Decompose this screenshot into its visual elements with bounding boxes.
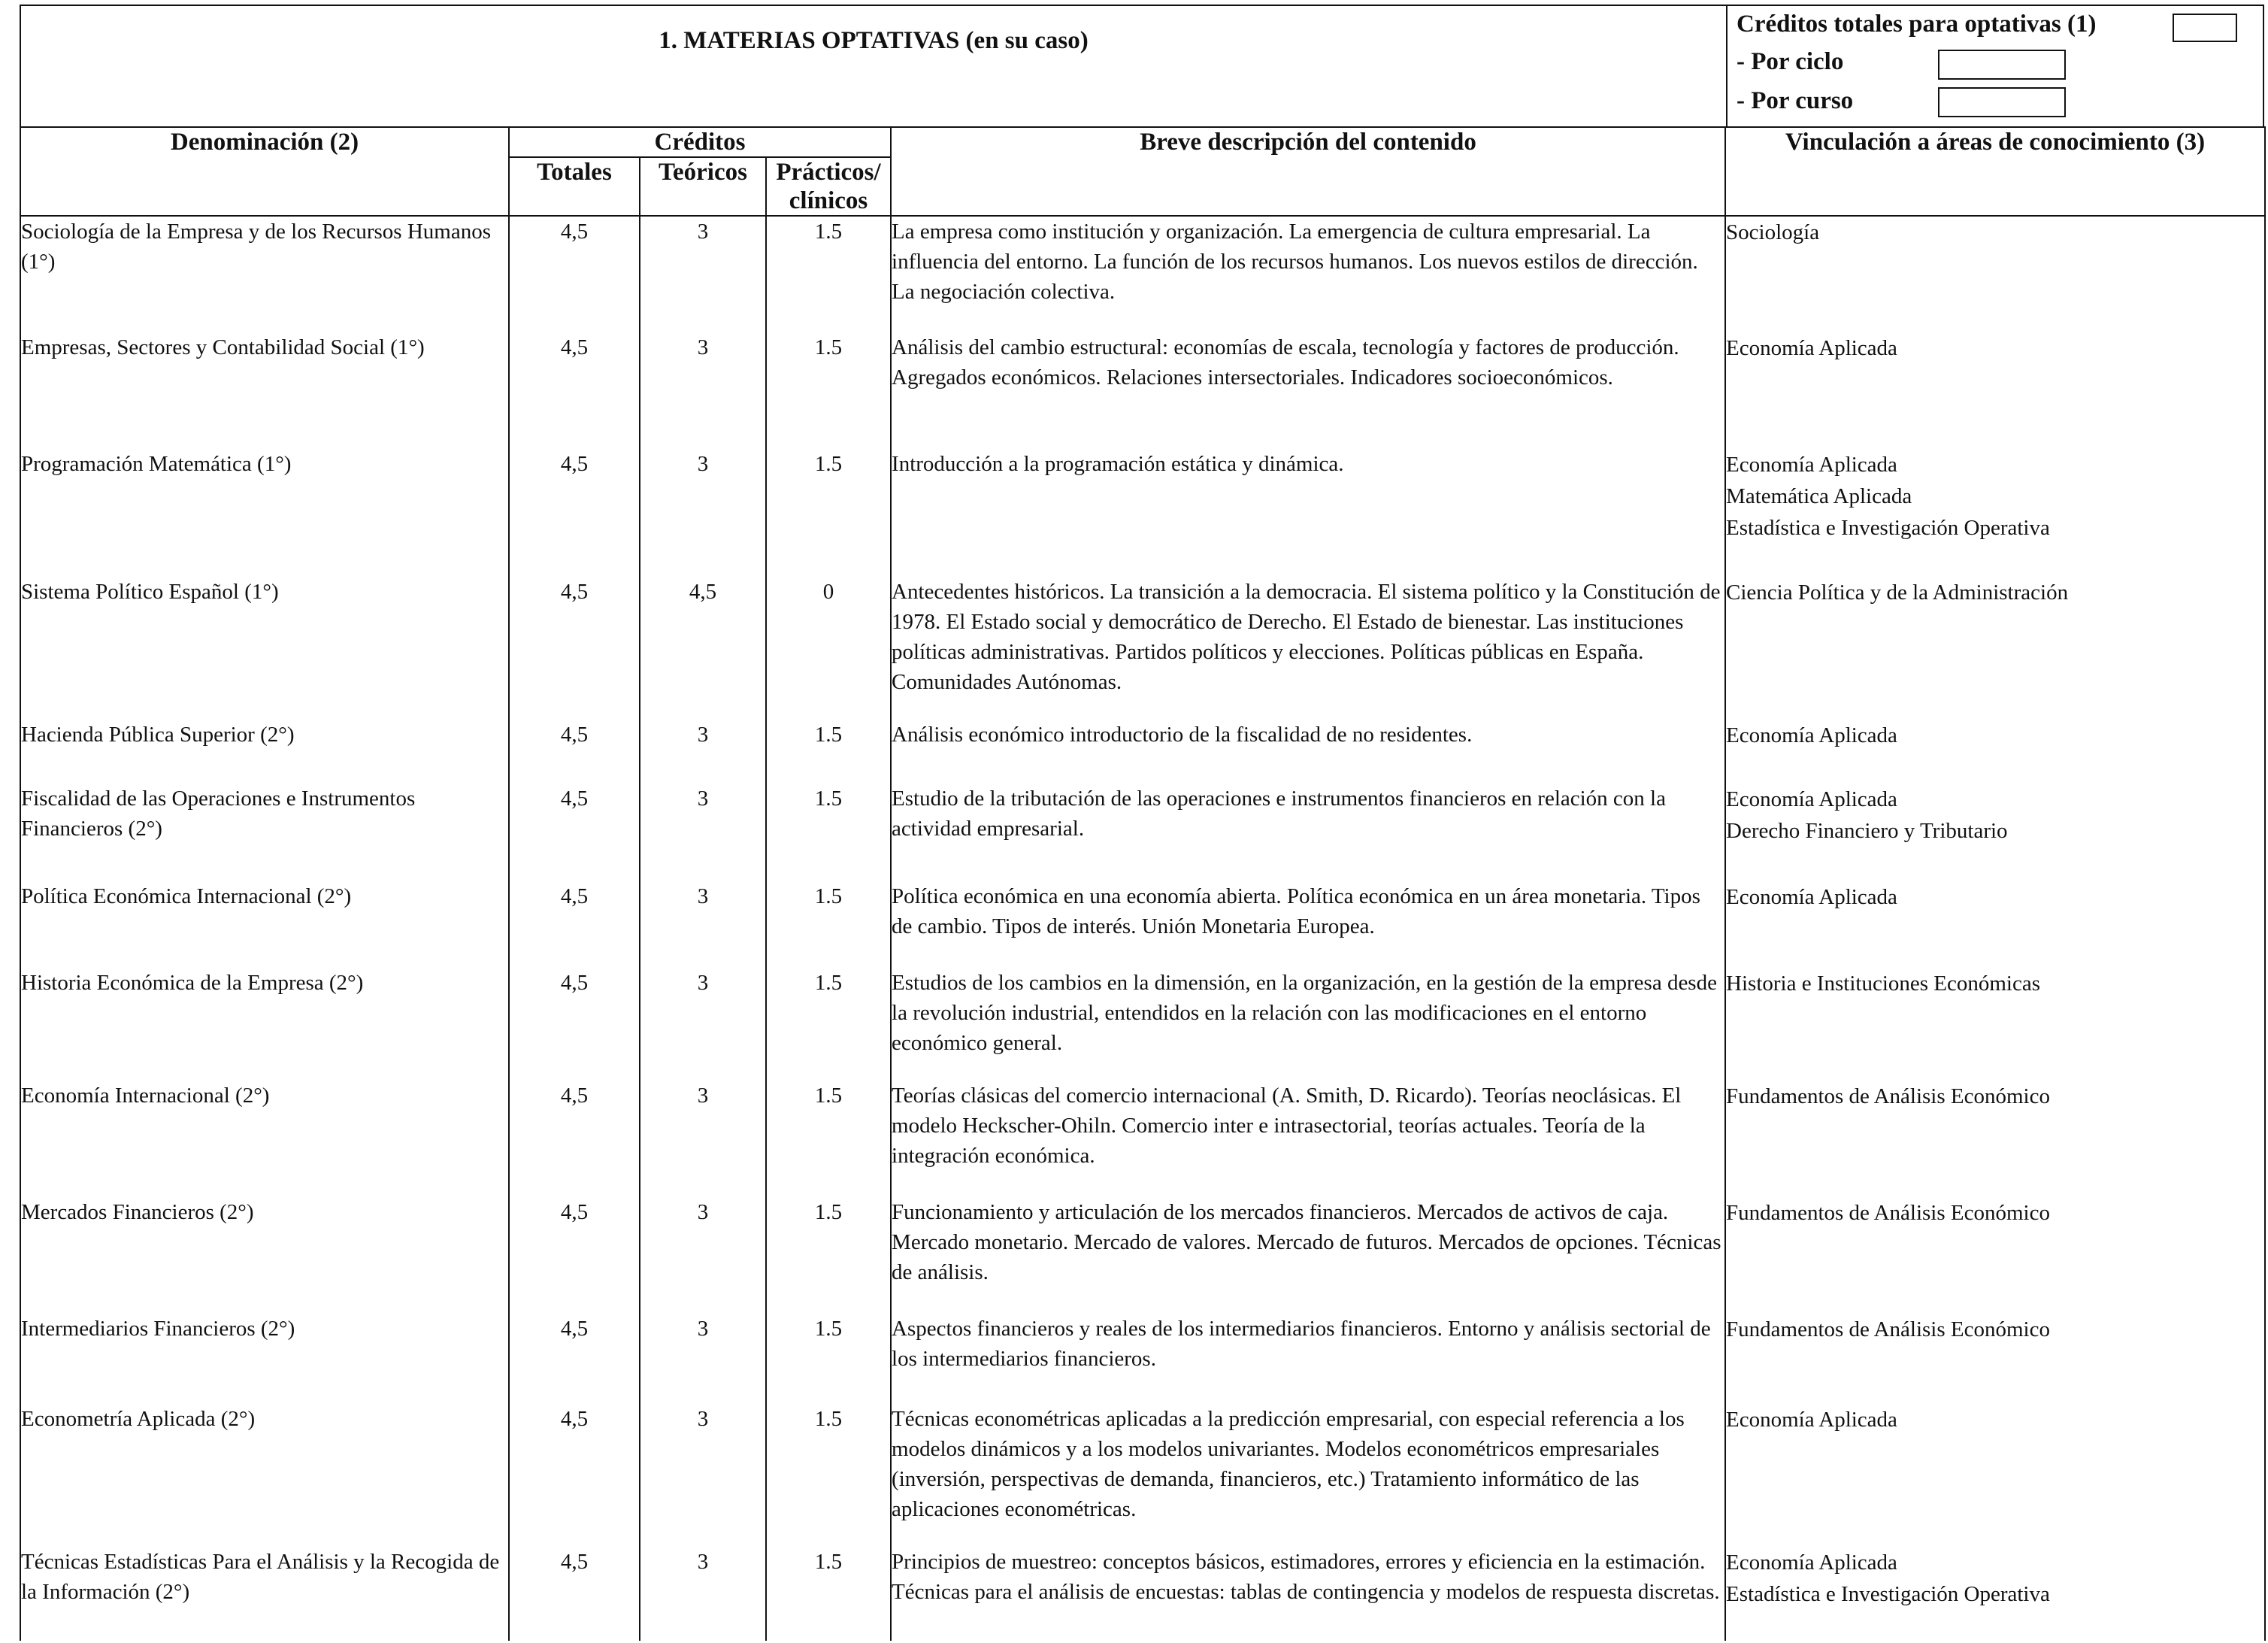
- credits-total: 4,5: [509, 449, 640, 577]
- subject-name: Economía Internacional (2°): [20, 1081, 509, 1197]
- credits-total-box: [2173, 14, 2237, 42]
- credits-theoretical: 3: [640, 1314, 766, 1404]
- credits-practical: 1.5: [766, 1197, 891, 1314]
- credits-total: 4,5: [509, 1081, 640, 1197]
- credits-total: 4,5: [509, 1197, 640, 1314]
- credits-practical: 1.5: [766, 1081, 891, 1197]
- col-practicos: Prácticos/ clínicos: [766, 157, 891, 216]
- subject-name: Sistema Político Español (1°): [20, 577, 509, 720]
- credits-theoretical: 3: [640, 449, 766, 577]
- credits-practical: 1.5: [766, 720, 891, 784]
- knowledge-areas: [1725, 1314, 2265, 1404]
- knowledge-areas: [1725, 1547, 2265, 1641]
- credits-total: 4,5: [509, 720, 640, 784]
- credits-total-label: Créditos totales para optativas (1): [1737, 11, 2097, 38]
- col-teoricos: Teóricos: [640, 157, 766, 216]
- knowledge-area: Fundamentos de Análisis Económico: [1726, 1201, 2050, 1225]
- knowledge-areas: [1725, 449, 2265, 577]
- credits-total: 4,5: [509, 332, 640, 449]
- credits-total: 4,5: [509, 1404, 640, 1547]
- knowledge-areas: [1725, 968, 2265, 1081]
- credits-total: 4,5: [509, 784, 640, 881]
- knowledge-area: Estadística e Investigación Operativa: [1726, 1582, 2050, 1606]
- credits-theoretical: 4,5: [640, 577, 766, 720]
- knowledge-areas: [1725, 1197, 2265, 1314]
- knowledge-areas: [1725, 216, 2265, 332]
- subject-description: Principios de muestreo: conceptos básicos, estimadores, errores y eficiencia en la estimación. Técnicas para el análisis de encuestas: tablas de contingencia y modelos de respuesta discretas.: [891, 1547, 1725, 1641]
- subject-name: Hacienda Pública Superior (2°): [20, 720, 509, 784]
- knowledge-area: Economía Aplicada: [1726, 336, 1897, 360]
- knowledge-area: Economía Aplicada: [1726, 787, 1897, 811]
- table-row: [20, 720, 2265, 784]
- table-row: [20, 332, 2265, 449]
- knowledge-area: Historia e Instituciones Económicas: [1726, 972, 2041, 996]
- subject-description: Aspectos financieros y reales de los intermediarios financieros. Entorno y análisis sectorial de los intermediarios financieros.: [891, 1314, 1725, 1404]
- subject-description: Teorías clásicas del comercio internacional (A. Smith, D. Ricardo). Teorías neoclásicas. El modelo Heckscher-Ohiln. Comercio inter e intrasectorial, teorías actuales. Teoría de la integración económica.: [891, 1081, 1725, 1197]
- table-row: [20, 216, 2265, 332]
- credits-theoretical: 3: [640, 720, 766, 784]
- section-header: [20, 5, 2264, 126]
- col-totales: Totales: [509, 157, 640, 216]
- table-row: [20, 968, 2265, 1081]
- credits-theoretical: 3: [640, 1547, 766, 1641]
- credits-practical: 1.5: [766, 881, 891, 968]
- knowledge-area: Derecho Financiero y Tributario: [1726, 819, 2008, 843]
- credits-practical: 1.5: [766, 1314, 891, 1404]
- knowledge-areas: [1725, 332, 2265, 449]
- col-creditos: Créditos: [509, 127, 891, 157]
- table-row: [20, 784, 2265, 881]
- knowledge-area: Fundamentos de Análisis Económico: [1726, 1084, 2050, 1108]
- credits-theoretical: 3: [640, 216, 766, 332]
- credits-theoretical: 3: [640, 332, 766, 449]
- credits-total: 4,5: [509, 216, 640, 332]
- table-row: [20, 1404, 2265, 1547]
- subject-name: Econometría Aplicada (2°): [20, 1404, 509, 1547]
- col-denominacion: Denominación (2): [20, 127, 509, 216]
- credits-total: 4,5: [509, 577, 640, 720]
- subject-name: Mercados Financieros (2°): [20, 1197, 509, 1314]
- col-vinculacion: Vinculación a áreas de conocimiento (3): [1725, 127, 2265, 216]
- subject-name: Empresas, Sectores y Contabilidad Social (1°): [20, 332, 509, 449]
- table-row: [20, 577, 2265, 720]
- knowledge-areas: [1725, 577, 2265, 720]
- subject-description: Estudio de la tributación de las operaciones e instrumentos financieros en relación con la actividad empresarial.: [891, 784, 1725, 881]
- credits-theoretical: 3: [640, 1197, 766, 1314]
- subject-name: Técnicas Estadísticas Para el Análisis y la Recogida de la Información (2°): [20, 1547, 509, 1641]
- knowledge-area: Economía Aplicada: [1726, 1551, 1897, 1575]
- knowledge-area: Economía Aplicada: [1726, 723, 1897, 747]
- knowledge-areas: [1725, 1404, 2265, 1547]
- credits-practical: 1.5: [766, 216, 891, 332]
- section-title: 1. MATERIAS OPTATIVAS (en su caso): [659, 27, 1089, 54]
- subject-description: Política económica en una economía abierta. Política económica en un área monetaria. Tipos de cambio. Tipos de interés. Unión Monetaria Europea.: [891, 881, 1725, 968]
- subject-name: Programación Matemática (1°): [20, 449, 509, 577]
- per-course-label: - Por curso: [1737, 87, 1854, 114]
- credits-total: 4,5: [509, 1314, 640, 1404]
- credits-practical: 0: [766, 577, 891, 720]
- knowledge-area: Estadística e Investigación Operativa: [1726, 516, 2050, 540]
- subject-description: Análisis del cambio estructural: economías de escala, tecnología y factores de producción. Agregados económicos. Relaciones intersectoriales. Indicadores socioeconómicos.: [891, 332, 1725, 449]
- subjects-table: [20, 126, 2266, 1641]
- knowledge-area: Matemática Aplicada: [1726, 484, 1912, 508]
- subject-description: Antecedentes históricos. La transición a la democracia. El sistema político y la Constitución de 1978. El Estado social y democrático de Derecho. El Estado de bienestar. Las instituciones políticas administrativas. Partidos políticos y elecciones. Políticas públicas en España. Comunidades Autónomas.: [891, 577, 1725, 720]
- per-cycle-label: - Por ciclo: [1737, 48, 1844, 75]
- subject-description: La empresa como institución y organización. La emergencia de cultura empresarial. La influencia del entorno. La función de los recursos humanos. Los nuevos estilos de dirección. La negociación colectiva.: [891, 216, 1725, 332]
- subject-name: Sociología de la Empresa y de los Recursos Humanos (1°): [20, 216, 509, 332]
- knowledge-areas: [1725, 1081, 2265, 1197]
- knowledge-areas: [1725, 784, 2265, 881]
- credits-practical: 1.5: [766, 1404, 891, 1547]
- credits-theoretical: 3: [640, 881, 766, 968]
- knowledge-areas: [1725, 720, 2265, 784]
- credits-theoretical: 3: [640, 1404, 766, 1547]
- table-row: [20, 1081, 2265, 1197]
- credits-total: 4,5: [509, 881, 640, 968]
- knowledge-area: Economía Aplicada: [1726, 453, 1897, 477]
- table-row: [20, 881, 2265, 968]
- credits-theoretical: 3: [640, 968, 766, 1081]
- table-row: [20, 1547, 2265, 1641]
- subject-description: Introducción a la programación estática y dinámica.: [891, 449, 1725, 577]
- table-row: [20, 1197, 2265, 1314]
- subject-description: Análisis económico introductorio de la fiscalidad de no residentes.: [891, 720, 1725, 784]
- per-course-box: [1938, 87, 2066, 117]
- subject-description: Funcionamiento y articulación de los mercados financieros. Mercados de activos de caja. Mercado monetario. Mercado de valores. Mercado de futuros. Mercados de opciones. Técnicas de análisis.: [891, 1197, 1725, 1314]
- subject-name: Política Económica Internacional (2°): [20, 881, 509, 968]
- knowledge-area: Economía Aplicada: [1726, 1408, 1897, 1432]
- credits-theoretical: 3: [640, 784, 766, 881]
- knowledge-area: Fundamentos de Análisis Económico: [1726, 1317, 2050, 1341]
- knowledge-area: Ciencia Política y de la Administración: [1726, 581, 2069, 605]
- subject-name: Intermediarios Financieros (2°): [20, 1314, 509, 1404]
- per-cycle-box: [1938, 50, 2066, 80]
- document-page: [20, 5, 2264, 1643]
- subject-description: Técnicas econométricas aplicadas a la predicción empresarial, con especial referencia a los modelos dinámicos y a los modelos univariantes. Modelos econométricos empresariales (inversión, perspectivas de demanda, financieros, etc.) Tratamiento informático de las aplicaciones econométricas.: [891, 1404, 1725, 1547]
- credits-theoretical: 3: [640, 1081, 766, 1197]
- credits-practical: 1.5: [766, 449, 891, 577]
- knowledge-area: Economía Aplicada: [1726, 885, 1897, 909]
- credits-total: 4,5: [509, 1547, 640, 1641]
- knowledge-areas: [1725, 881, 2265, 968]
- credits-total: 4,5: [509, 968, 640, 1081]
- subject-name: Historia Económica de la Empresa (2°): [20, 968, 509, 1081]
- credits-practical: 1.5: [766, 332, 891, 449]
- subject-description: Estudios de los cambios en la dimensión, en la organización, en la gestión de la empresa desde la revolución industrial, entendidos en la relación con las modificaciones en el entorno económico general.: [891, 968, 1725, 1081]
- table-row: [20, 1314, 2265, 1404]
- credits-practical: 1.5: [766, 784, 891, 881]
- header-divider: [1726, 6, 1727, 128]
- col-descripcion: Breve descripción del contenido: [891, 127, 1725, 216]
- subject-name: Fiscalidad de las Operaciones e Instrumentos Financieros (2°): [20, 784, 509, 881]
- credits-practical: 1.5: [766, 1547, 891, 1641]
- table-row: [20, 449, 2265, 577]
- knowledge-area: Sociología: [1726, 220, 1820, 244]
- credits-practical: 1.5: [766, 968, 891, 1081]
